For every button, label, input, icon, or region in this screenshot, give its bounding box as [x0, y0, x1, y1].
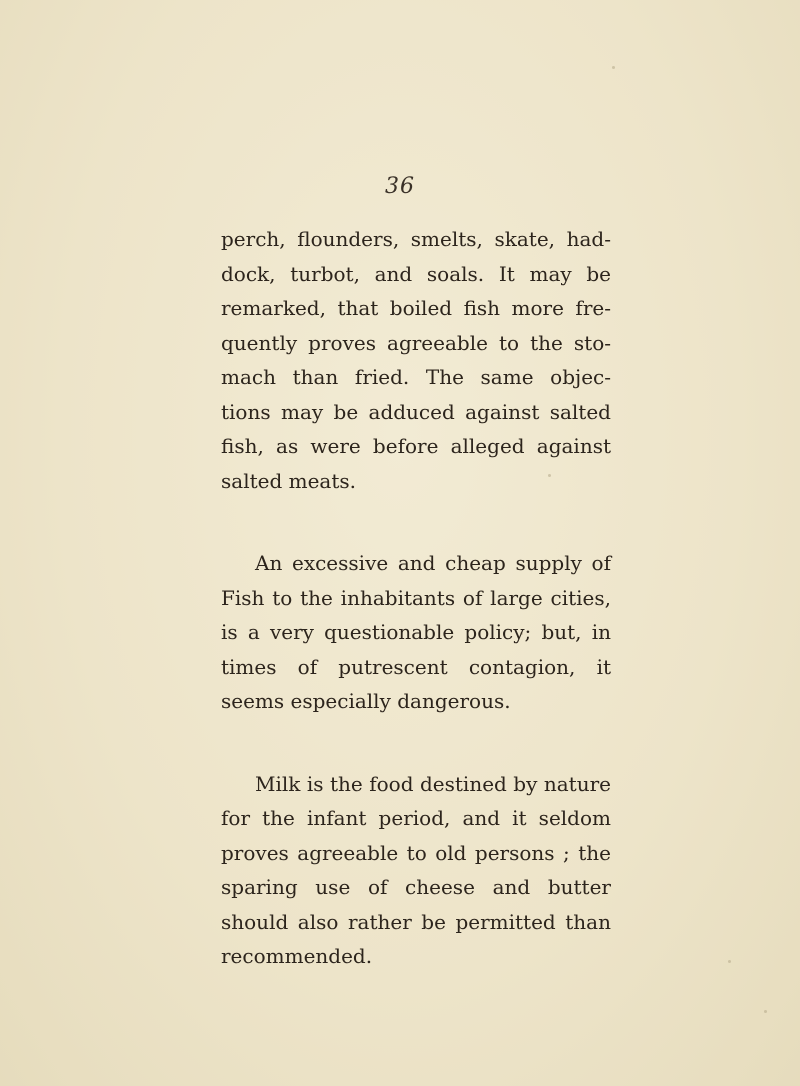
- paper-speck: [728, 960, 731, 963]
- text-line: quently proves agreeable to the sto-: [221, 330, 611, 355]
- text-line: for the infant period, and it seldom: [221, 806, 611, 830]
- text-line: Fish to the inhabitants of large cities,: [221, 585, 611, 610]
- text-line: recommended.: [221, 944, 373, 968]
- paragraph-milk: [221, 767, 611, 974]
- text-line: seems especially dangerous.: [221, 689, 511, 713]
- text-line: times of putrescent contagion, it: [221, 654, 611, 679]
- paragraph-spacer: [221, 719, 611, 767]
- text-line: fish, as were before alleged against: [221, 434, 611, 458]
- text-line: sparing use of cheese and butter: [221, 875, 611, 899]
- page-number: 36: [385, 174, 415, 199]
- text-line: mach than fried. The same objec-: [221, 365, 611, 389]
- paper-speck: [612, 66, 615, 69]
- text-line: An excessive and cheap supply of: [255, 551, 611, 575]
- body-text: [221, 222, 611, 974]
- text-line: remarked, that boiled fish more fre-: [221, 296, 611, 320]
- text-line: dock, turbot, and soals. It may be: [221, 261, 611, 286]
- paragraph-fish-types: [221, 222, 611, 498]
- text-line: tions may be adduced against salted: [221, 399, 611, 424]
- text-line: Milk is the food destined by nature: [255, 771, 611, 796]
- text-line: salted meats.: [221, 468, 356, 493]
- paragraph-fish-supply: [221, 546, 611, 719]
- text-line: perch, flounders, smelts, skate, had-: [221, 227, 611, 251]
- text-line: proves agreeable to old persons ; the: [221, 840, 611, 865]
- text-line: is a very questionable policy; but, in: [221, 620, 611, 644]
- paragraph-spacer: [221, 498, 611, 546]
- text-line: should also rather be permitted than: [221, 909, 611, 934]
- paper-speck: [764, 1010, 767, 1013]
